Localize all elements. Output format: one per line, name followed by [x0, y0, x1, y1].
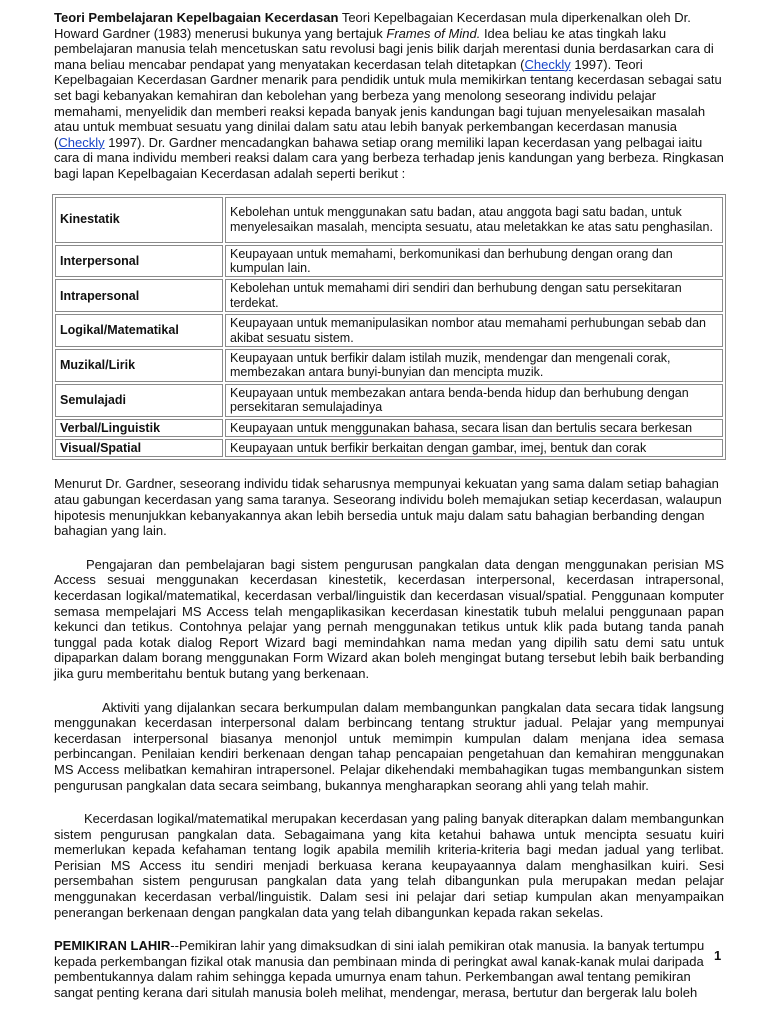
paragraph-gardner: Menurut Dr. Gardner, seseorang individu tidak seharusnya mempunyai kekuatan yang sama dalam setiap bahagian atau gabungan kecerdasan yang sama taranya. Seseorang individu boleh memajukan setiap kecerdasan, walaupun hipotesis menunjukkan kebanyakannya akan lebih bersedia untuk maju dalam satu bahagian berbanding dengan bahagian yang lain.	[54, 476, 722, 539]
intelligence-name: Muzikal/Lirik	[55, 349, 223, 382]
paragraph-ms-access: Pengajaran dan pembelajaran bagi sistem pengurusan pangkalan data dengan menggunakan perisian MS Access sesuai menggunakan kecerdasan kinestetik, kecerdasan interpersonal, kecerdasan intrapersonal, kecerdasan logikal/matematikal, kecerdasan verbal/linguistik dan kecerdasan visual/spatial. Penggunaan komputer semasa mempelajari MS Access telah mengaplikasikan kecerdasan kinestatik tubuh melalui penggunaan papan kekunci dan tetikus. Contohnya pelajar yang pernah menggunakan tetikus untuk klik pada butang tanda panah tunggal pada kotak dialog Report Wizard bagi memindahkan nama medan yang dipilih satu demi satu untuk dipaparkan dalam borang menggunakan Form Wizard akan boleh mengingat butang tersebut lebih baik berbanding jika guru memberitahu bentuk butang yang berkenaan.	[54, 556, 724, 681]
intro-text-1: Teori Kepelbagaian Kecerdasan mula diperkenalkan oleh Dr. Howard Gardner (1983) menerusi bukunya yang bertajuk	[54, 10, 691, 41]
intelligence-name: Logikal/Matematikal	[55, 314, 223, 347]
table-row	[55, 384, 723, 417]
page-content	[54, 10, 724, 1001]
table-row	[55, 419, 723, 437]
paragraph-group-activity: Aktiviti yang dijalankan secara berkumpulan dalam membangunkan pangkalan data secara tidak langsung menggunakan kecerdasan interpersonal dalam berbincang tentang struktur jadual. Pelajar yang mempunyai kecerdasan interpersonal biasanya menonjol untuk memimpin kumpulan dalam menjana idea semasa perbincangan. Penilaian kendiri berkenaan dengan tahap pencapaian pengetahuan dan kemahiran menggunakan MS Access melibatkan kemahiran intrapersonel. Pelajar dikehendaki membahagikan tugas membangunkan sistem pengurusan pangkalan data secara seimbang, bukannya mengharapkan seorang ahli yang telah mahir.	[54, 699, 724, 793]
intelligence-description: Keupayaan untuk memanipulasikan nombor atau memahami perhubungan sebab dan akibat sesuatu sistem.	[225, 314, 723, 347]
intelligence-description: Keupayaan untuk berfikir dalam istilah muzik, mendengar dan mengenali corak, membezakan antara bunyi-bunyian dan mencipta muzik.	[225, 349, 723, 382]
intro-text-3: 1997). Teori Kepelbagaian Kecerdasan Gardner menarik para pendidik untuk mula memikirkan tentang kecerdasan sebagai satu set bagi kebanyakan kemahiran dan kebolehan yang berbeza yang menolong seseorang individu pelajar memahami, menyelidik dan memberi reaksi kepada banyak jenis kandungan bagi tujuan menyelesaikan masalah atau untuk membuat sesuatu yang dinilai dalam satu atau lebih banyak perkembangan kecerdasan manusia (	[54, 56, 722, 150]
intelligence-name: Visual/Spatial	[55, 439, 223, 457]
table-row	[55, 314, 723, 347]
table-row	[55, 279, 723, 312]
intelligence-description: Keupayaan untuk membezakan antara benda-benda hidup dan berhubung dengan persekitaran semulajadinya	[225, 384, 723, 417]
intelligence-name: Intrapersonal	[55, 279, 223, 312]
citation-link-checkly[interactable]: Checkly	[58, 134, 105, 150]
intro-text-2: Idea beliau ke atas tingkah laku pembelajaran manusia telah mencetuskan satu revolusi bagi jenis bilik darjah merentasi dunia berdasarkan cara di mana beliau mencabar pendapat yang menyatakan kecerdasan telah ditetapkan (	[54, 25, 714, 72]
intelligence-name: Kinestatik	[55, 197, 223, 243]
intro-paragraph	[54, 10, 724, 182]
table-row	[55, 439, 723, 457]
table-row	[55, 245, 723, 278]
section-heading: PEMIKIRAN LAHIR	[54, 938, 171, 954]
page-number: 1	[714, 948, 722, 963]
intro-text-4: 1997). Dr. Gardner mencadangkan bahawa setiap orang memiliki lapan kecerdasan yang pelbagai iaitu cara di mana individu memberi reaksi dalam cara yang berbeza terhadap jenis kandungan yang berbeza. Ringkasan bagi lapan Kepelbagaian Kecerdasan adalah seperti berikut :	[54, 134, 724, 181]
intelligence-description: Kebolehan untuk memahami diri sendiri dan berhubung dengan satu persekitaran terdekat.	[225, 279, 723, 312]
citation-link-checkly[interactable]: Checkly	[524, 56, 571, 72]
intelligence-name: Semulajadi	[55, 384, 223, 417]
intelligence-table	[52, 194, 726, 461]
table-row	[55, 197, 723, 243]
table-row	[55, 349, 723, 382]
paragraph-logical-intelligence: Kecerdasan logikal/matematikal merupakan kecerdasan yang paling banyak diterapkan dalam membangunkan sistem pengurusan pangkalan data. Sebagaimana yang kita ketahui bahawa untuk mencipta sesuatu kuiri memerlukan kepada kefahaman tentang logik apabila memilih kriteria-kriteria bagi medan jadual yang terlibat. Perisian MS Access itu sendiri menjadi berkuasa kerana keupayaannya dalam menghasilkan kuiri. Sesi persembahan sistem pengurusan pangkalan data yang telah dibangunkan pula merupakan medan pelajar menggunakan kecerdasan verbal/linguistik. Dalam sesi ini pelajar dari setiap kumpulan akan menyampaikan penerangan berkenaan dengan pangkalan data yang telah dibangunkan kepada rakan sekelas.	[54, 811, 724, 920]
paragraph-text: --Pemikiran lahir yang dimaksudkan di sini ialah pemikiran otak manusia. Ia banyak tertumpu kepada perkembangan fizikal otak manusia dan pembinaan minda di peringkat awal kanak-kanak mulai daripada pembentukannya dalam rahim sehingga kepada umurnya enam tahun. Perkembangan awal tentang pemikiran sangat penting kerana dari situlah manusia boleh melihat, mendengar, merasa, bertutur dan bergerak lalu boleh	[54, 938, 705, 1001]
intro-heading: Teori Pembelajaran Kepelbagaian Kecerdasan	[54, 10, 339, 25]
intelligence-description: Keupayaan untuk berfikir berkaitan dengan gambar, imej, bentuk dan corak	[225, 439, 723, 457]
intelligence-description: Kebolehan untuk menggunakan satu badan, atau anggota bagi satu badan, untuk menyelesaikan masalah, mencipta sesuatu, atau meletakkan ke atas satu penghasilan.	[225, 197, 723, 243]
intelligence-name: Interpersonal	[55, 245, 223, 278]
paragraph-pemikiran-lahir	[54, 938, 724, 1000]
intelligence-description: Keupayaan untuk memahami, berkomunikasi dan berhubung dengan orang dan kumpulan lain.	[225, 245, 723, 278]
intelligence-name: Verbal/Linguistik	[55, 419, 223, 437]
book-title: Frames of Mind.	[386, 25, 481, 41]
intelligence-description: Keupayaan untuk menggunakan bahasa, secara lisan dan bertulis secara berkesan	[225, 419, 723, 437]
